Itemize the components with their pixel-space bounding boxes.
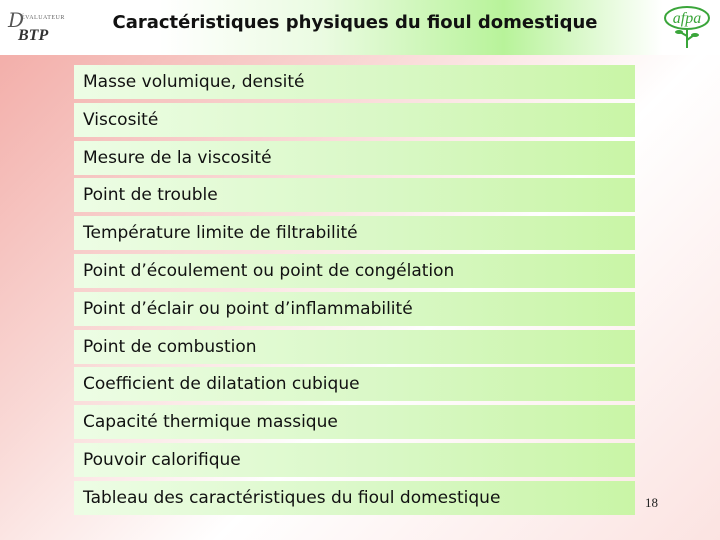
topic-label: Température limite de filtrabilité [83,223,358,244]
afpa-logo-text: afpa [672,10,702,27]
topic-item[interactable] [74,65,635,99]
topic-item[interactable] [74,103,635,137]
logo-brand: BTP [18,27,49,44]
topic-label: Coefficient de dilatation cubique [83,374,360,395]
topic-label: Point d’écoulement ou point de congélation [83,260,455,281]
topic-item[interactable] [74,141,635,175]
topic-item[interactable] [74,367,635,401]
topic-item[interactable] [74,330,635,364]
logo-letter: D [8,8,25,32]
topic-label: Pouvoir calorifique [83,449,241,470]
slide-header [0,0,720,55]
topic-label: Masse volumique, densité [83,72,305,92]
topic-item[interactable] [74,254,635,288]
topic-label: Capacité thermique massique [83,412,338,433]
topic-list [74,65,635,519]
topic-item[interactable] [74,292,635,326]
topic-label: Point d’éclair ou point d’inflammabilité [83,298,413,319]
logo-small-text: ÉVALUATEUR [21,15,65,21]
topic-label: Mesure de la viscosité [83,147,272,168]
topic-item[interactable] [74,481,635,515]
afpa-logo [662,4,712,50]
topic-label: Point de trouble [83,185,218,206]
topic-label: Point de combustion [83,336,257,357]
page-title: Caractéristiques physiques du fioul domestique [112,12,598,33]
topic-label: Viscosité [83,109,159,130]
topic-item[interactable] [74,216,635,250]
topic-label: Tableau des caractéristiques du fioul domestique [83,487,501,508]
topic-item[interactable] [74,405,635,439]
topic-item[interactable] [74,178,635,212]
topic-item[interactable] [74,443,635,477]
page-number: 18 [645,495,658,510]
